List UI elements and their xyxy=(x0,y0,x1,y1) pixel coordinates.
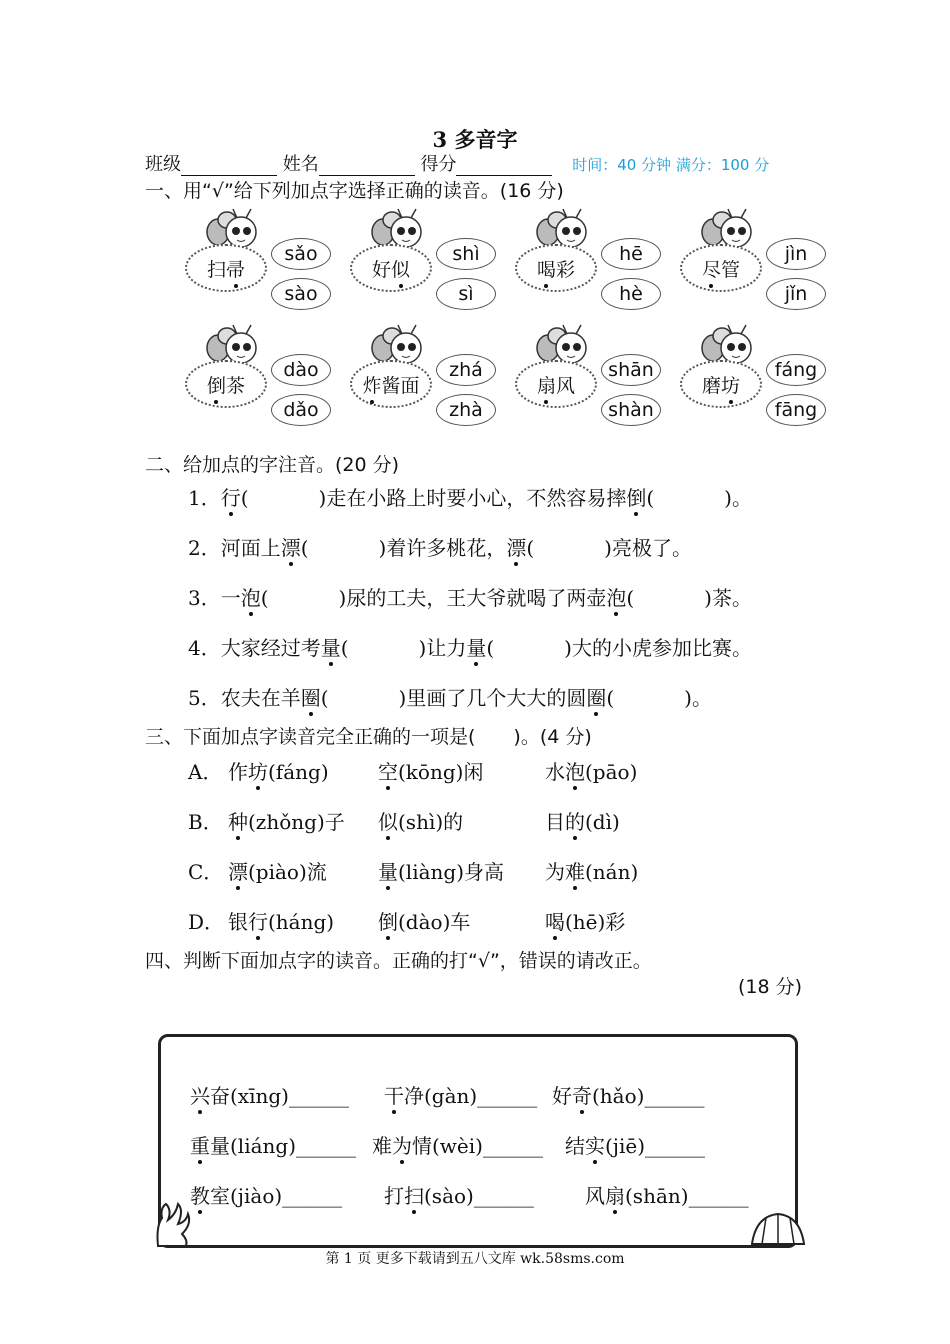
word-text: 磨 xyxy=(701,374,721,397)
dotted-char: 的 xyxy=(565,810,585,834)
dotted-char: 似 xyxy=(378,810,398,834)
word-oval xyxy=(350,244,432,292)
dotted-char: 扫 xyxy=(404,1184,424,1208)
section-4-heading: 四、判断下面加点字的读音。正确的打“√”，错误的请改正。 xyxy=(145,950,652,972)
word-oval xyxy=(185,244,267,292)
line-text: )走在小路上时要小心，不然容易摔 xyxy=(318,486,627,510)
option-label[interactable]: C． xyxy=(188,860,224,884)
pinyin-option-2[interactable]: jǐn xyxy=(766,278,826,310)
section-1-heading: 一、用“√”给下列加点字选择正确的读音。(16 分) xyxy=(145,180,564,202)
judge-item xyxy=(585,1180,749,1209)
pinyin-option-2[interactable]: fāng xyxy=(766,394,826,426)
dotted-char: 倒 xyxy=(626,486,647,510)
dotted-char: 炸 xyxy=(362,371,381,398)
student-info-row xyxy=(145,150,769,176)
pinyin-text: (xīng) xyxy=(230,1084,289,1108)
pinyin-option-2[interactable]: zhà xyxy=(436,394,496,426)
dotted-char: 尽 xyxy=(702,255,721,282)
pinyin-option-1[interactable]: hē xyxy=(601,238,661,270)
class-field[interactable] xyxy=(181,157,277,176)
fill-in-line xyxy=(188,482,752,511)
judge-item xyxy=(565,1130,705,1159)
answer-blank[interactable]: ______ xyxy=(296,1134,357,1158)
dotted-char: 漂 xyxy=(280,536,301,560)
line-text: 大家经过考 xyxy=(220,636,321,660)
pinyin-option-1[interactable]: shān xyxy=(601,354,661,386)
item-number: 3． xyxy=(188,586,221,610)
judge-item xyxy=(384,1080,537,1109)
pinyin-option-1[interactable]: dào xyxy=(271,354,331,386)
pinyin-option-2[interactable]: shàn xyxy=(601,394,661,426)
word-text: 水 xyxy=(545,760,565,784)
dotted-char: 喝 xyxy=(545,910,565,934)
dotted-char: 泡 xyxy=(565,760,585,784)
word-text: 扫 xyxy=(206,258,226,281)
line-text: )大的小虎参加比赛。 xyxy=(564,636,752,660)
footer: 第 1 页 更多下载请到五八文库 wk.58sms.com xyxy=(325,1251,625,1267)
word-text: 闲 xyxy=(463,760,484,784)
line-text: )着许多桃花， xyxy=(378,536,507,560)
word-text: 情 xyxy=(412,1134,432,1158)
paren-open: ( xyxy=(320,686,329,710)
word-text: 管 xyxy=(721,258,741,281)
pinyin-text: (wèi) xyxy=(432,1134,483,1158)
item-number: 1． xyxy=(188,486,221,510)
pinyin-text: (dào) xyxy=(398,910,451,934)
pinyin-option-1[interactable]: sǎo xyxy=(271,238,331,270)
dotted-char: 种 xyxy=(228,810,248,834)
fill-in-line xyxy=(188,582,752,611)
word-text: 好 xyxy=(371,258,391,281)
pinyin-text: (nán) xyxy=(585,860,639,884)
dotted-char: 倒 xyxy=(207,371,226,398)
word-text: 奋 xyxy=(210,1084,230,1108)
dotted-char: 圈 xyxy=(586,686,607,710)
option-word xyxy=(228,906,334,935)
dotted-char: 重 xyxy=(190,1134,210,1158)
word-oval xyxy=(350,360,432,408)
answer-blank[interactable]: ______ xyxy=(645,1134,706,1158)
pinyin-text: (liáng) xyxy=(230,1134,297,1158)
line-text: )让力 xyxy=(418,636,467,660)
paren-open: ( xyxy=(260,586,269,610)
dotted-char: 圈 xyxy=(300,686,321,710)
dotted-char: 泡 xyxy=(240,586,261,610)
dotted-char: 泡 xyxy=(606,586,627,610)
word-text: 室 xyxy=(210,1184,230,1208)
pinyin-option-2[interactable]: sì xyxy=(436,278,496,310)
option-word xyxy=(228,806,345,835)
word-text: 为 xyxy=(545,860,565,884)
pinyin-text: (pāo) xyxy=(585,760,638,784)
line-text: 农夫在羊 xyxy=(220,686,301,710)
word-text: 身高 xyxy=(464,860,505,884)
score-label: 得分 xyxy=(420,154,457,175)
dotted-char: 扇 xyxy=(605,1184,625,1208)
option-word xyxy=(545,756,637,785)
word-text: 车 xyxy=(450,910,471,934)
dotted-char: 教 xyxy=(190,1184,210,1208)
word-oval xyxy=(515,244,597,292)
pinyin-text: (hē) xyxy=(565,910,606,934)
line-text: )亮极了。 xyxy=(604,536,692,560)
line-text: )。 xyxy=(724,486,752,510)
paren-open: ( xyxy=(606,686,615,710)
word-text: 难 xyxy=(372,1134,392,1158)
line-text: )里画了几个大大的圆 xyxy=(398,686,587,710)
fill-in-line xyxy=(188,632,752,661)
pinyin-option-2[interactable]: sào xyxy=(271,278,331,310)
pinyin-option-1[interactable]: zhá xyxy=(436,354,496,386)
word-oval xyxy=(680,244,762,292)
page-title: 3 多音字 xyxy=(432,127,518,152)
word-oval xyxy=(680,360,762,408)
option-word xyxy=(378,756,483,785)
pinyin-option-1[interactable]: jìn xyxy=(766,238,826,270)
word-text: 量 xyxy=(210,1134,230,1158)
pinyin-option-1[interactable]: shì xyxy=(436,238,496,270)
dotted-char: 为 xyxy=(392,1134,412,1158)
paren-open: ( xyxy=(486,636,495,660)
line-text: )。 xyxy=(684,686,712,710)
pinyin-text: (gàn) xyxy=(424,1084,478,1108)
answer-blank[interactable]: ______ xyxy=(644,1084,705,1108)
shell-decoration-icon xyxy=(748,1210,806,1246)
line-text: 一 xyxy=(220,586,241,610)
answer-blank[interactable]: ______ xyxy=(288,1084,349,1108)
option-label[interactable]: A． xyxy=(188,760,223,784)
line-text: )茶。 xyxy=(704,586,752,610)
line-text: 河面上 xyxy=(220,536,281,560)
answer-blank[interactable]: ______ xyxy=(482,1134,543,1158)
time-info: 时间：40 分钟 满分：100 分 xyxy=(572,156,770,174)
word-text: 酱面 xyxy=(381,374,420,397)
dotted-char: 难 xyxy=(565,860,585,884)
line-text: )尿的工夫，王大爷就喝了两壶 xyxy=(338,586,607,610)
answer-blank[interactable]: ______ xyxy=(473,1184,534,1208)
score-field[interactable] xyxy=(456,157,552,176)
pinyin-text: (liàng) xyxy=(398,860,465,884)
dotted-char: 实 xyxy=(585,1134,605,1158)
dotted-char: 似 xyxy=(391,255,410,282)
dotted-char: 空 xyxy=(378,760,398,784)
dotted-char: 量 xyxy=(378,860,398,884)
class-label: 班级 xyxy=(145,154,181,175)
pinyin-text: (piào) xyxy=(248,860,307,884)
pinyin-text: (shì) xyxy=(398,810,444,834)
fill-in-line xyxy=(188,532,692,561)
answer-blank[interactable]: ______ xyxy=(282,1184,343,1208)
item-number: 2． xyxy=(188,536,221,560)
word-text: 流 xyxy=(306,860,327,884)
fill-in-line xyxy=(188,682,712,711)
paren-open: ( xyxy=(626,586,635,610)
word-text: 银 xyxy=(228,910,248,934)
judge-item xyxy=(190,1180,342,1209)
word-text: 净 xyxy=(404,1084,424,1108)
dotted-char: 量 xyxy=(320,636,341,660)
answer-blank[interactable]: ______ xyxy=(477,1084,538,1108)
section-2-heading: 二、给加点的字注音。(20 分) xyxy=(145,454,400,476)
word-text: 彩 xyxy=(605,910,626,934)
pinyin-text: (jiào) xyxy=(230,1184,283,1208)
judge-item xyxy=(190,1130,356,1159)
option-word xyxy=(228,856,327,885)
word-text: 好 xyxy=(552,1084,572,1108)
option-word xyxy=(378,906,470,935)
dotted-char: 漂 xyxy=(228,860,248,884)
pinyin-text: (kōng) xyxy=(398,760,464,784)
dotted-char: 兴 xyxy=(190,1084,210,1108)
pinyin-text: (hǎo) xyxy=(592,1084,645,1108)
word-text: 结 xyxy=(565,1134,585,1158)
pinyin-text: (zhǒng) xyxy=(248,810,325,834)
option-label[interactable]: B． xyxy=(188,810,223,834)
item-number: 4． xyxy=(188,636,221,660)
dotted-char: 行 xyxy=(220,486,241,510)
word-oval xyxy=(515,360,597,408)
dotted-char: 喝 xyxy=(537,255,556,282)
paren-open: ( xyxy=(646,486,655,510)
section-3-heading: 三、下面加点字读音完全正确的一项是( )。(4 分) xyxy=(145,726,592,748)
name-label: 姓名 xyxy=(282,154,319,175)
word-text: 目 xyxy=(545,810,565,834)
dotted-char: 坊 xyxy=(721,371,740,398)
word-text: 茶 xyxy=(226,374,246,397)
pinyin-option-2[interactable]: hè xyxy=(601,278,661,310)
dotted-char: 干 xyxy=(384,1084,404,1108)
word-text: 的 xyxy=(443,810,464,834)
word-text: 打 xyxy=(384,1184,404,1208)
word-text: 风 xyxy=(585,1184,605,1208)
section-4-points: (18 分) xyxy=(738,976,803,998)
word-text: 子 xyxy=(324,810,345,834)
option-word xyxy=(228,756,329,785)
option-word xyxy=(378,856,504,885)
dotted-char: 帚 xyxy=(226,255,245,282)
dotted-char: 量 xyxy=(466,636,487,660)
word-text: 彩 xyxy=(556,258,576,281)
item-number: 5． xyxy=(188,686,221,710)
dotted-char: 坊 xyxy=(248,760,268,784)
pinyin-text: (fáng) xyxy=(268,760,329,784)
judge-item xyxy=(552,1080,704,1109)
option-label[interactable]: D． xyxy=(188,910,225,934)
option-word xyxy=(545,856,638,885)
pinyin-text: (dì) xyxy=(585,810,620,834)
paren-open: ( xyxy=(300,536,309,560)
option-word xyxy=(545,906,625,935)
paren-open: ( xyxy=(240,486,249,510)
dotted-char: 漂 xyxy=(506,536,527,560)
pinyin-option-1[interactable]: fáng xyxy=(766,354,826,386)
dotted-char: 扇 xyxy=(537,371,556,398)
pinyin-text: (shān) xyxy=(625,1184,689,1208)
dotted-char: 奇 xyxy=(572,1084,592,1108)
word-oval xyxy=(185,360,267,408)
pinyin-text: (háng) xyxy=(268,910,335,934)
paren-open: ( xyxy=(526,536,535,560)
answer-blank[interactable]: ______ xyxy=(688,1184,749,1208)
dotted-char: 倒 xyxy=(378,910,398,934)
paren-open: ( xyxy=(340,636,349,660)
pinyin-text: (sào) xyxy=(424,1184,474,1208)
option-word xyxy=(545,806,620,835)
name-field[interactable] xyxy=(319,157,415,176)
coral-decoration-icon xyxy=(150,1196,194,1248)
pinyin-option-2[interactable]: dǎo xyxy=(271,394,331,426)
judge-item xyxy=(372,1130,543,1159)
judge-item xyxy=(190,1080,349,1109)
pinyin-text: (jiē) xyxy=(605,1134,646,1158)
word-text: 风 xyxy=(556,374,576,397)
dotted-char: 行 xyxy=(248,910,268,934)
option-word xyxy=(378,806,463,835)
judge-item xyxy=(384,1180,534,1209)
word-text: 作 xyxy=(228,760,248,784)
